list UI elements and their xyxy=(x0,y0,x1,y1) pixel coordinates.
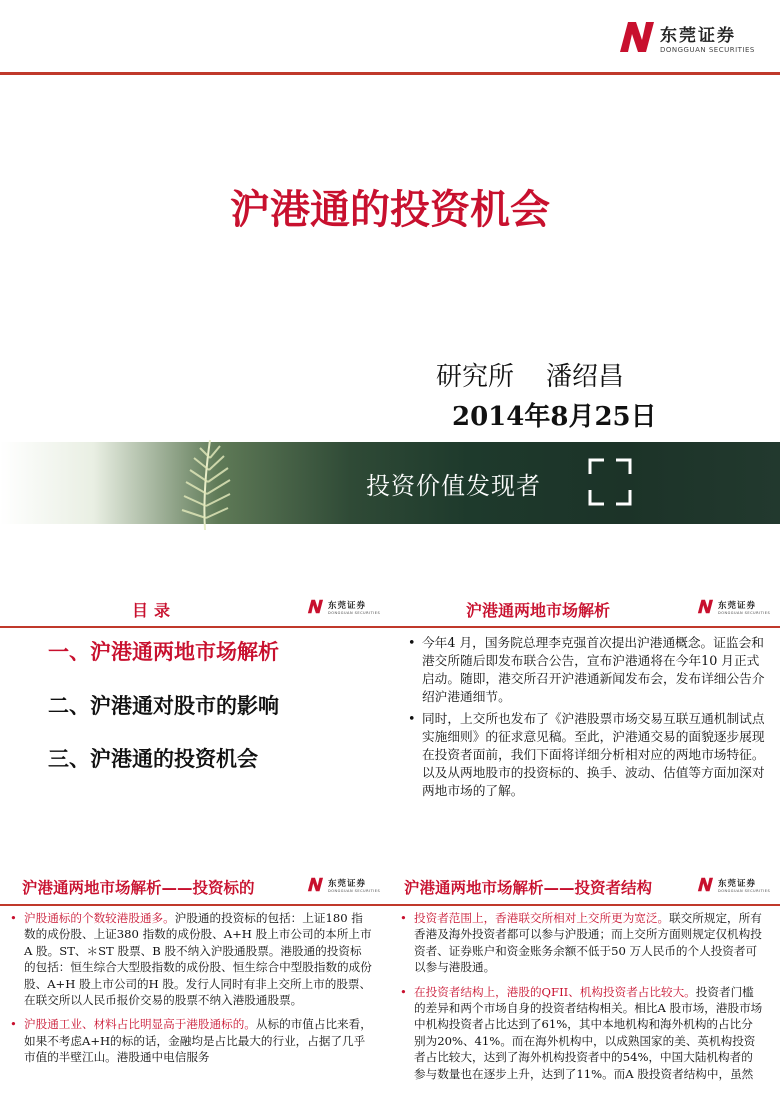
logo-cn: 东莞证券 xyxy=(718,600,757,611)
dongguan-logo-icon xyxy=(696,876,714,893)
targets-bullet-1-text: 沪股通的投资标的包括：上证180 指数的成份股、上证380 指数的成份股、A+H 股上市公司的本所上市A 股。ST、＊ST 股票、B 股不纳入沪股通股票。港股通的投资标的包括：恒生综合大型股指数的成份股、恒生综合中型股指数的成份股、A+H 股上市公司的H 股。发行人同时有非上交所上市的股票、在联交所以人民币报价交易的股票不纳入港股通股票。 xyxy=(24,911,372,1008)
header-divider xyxy=(0,626,390,628)
targets-bullet-1 xyxy=(2,910,372,1008)
author-name: 潘绍昌 xyxy=(546,362,625,392)
dongguan-logo-icon xyxy=(306,876,324,893)
author-line xyxy=(436,356,624,393)
frame-bracket-icon xyxy=(586,456,634,508)
logo-en: DONGGUAN SECURITIES xyxy=(718,610,771,615)
targets-bullet-2-highlight: 沪股通工业、材料占比明显高于港股通标的。 xyxy=(24,1017,256,1032)
targets-title: 沪港通两地市场解析——投资标的 xyxy=(22,879,255,897)
investors-bullet-1 xyxy=(392,910,764,976)
logo-en: DONGGUAN SECURITIES xyxy=(328,888,381,893)
logo-en: DONGGUAN SECURITIES xyxy=(328,610,381,615)
logo-cn: 东莞证券 xyxy=(718,878,757,889)
logo-cn: 东莞证券 xyxy=(328,878,367,889)
report-date: 2014年8月25日 xyxy=(452,402,657,432)
targets-slide xyxy=(0,870,390,1102)
dongguan-logo-icon xyxy=(306,598,324,615)
logo-cn: 东莞证券 xyxy=(660,25,736,46)
slogan-banner xyxy=(0,442,780,524)
slogan-text: 投资价值发现者 xyxy=(366,472,541,500)
dongguan-logo-icon xyxy=(696,598,714,615)
toc-slide xyxy=(0,592,390,851)
header-divider xyxy=(0,904,390,906)
investors-bullet-2 xyxy=(392,984,764,1082)
header-divider xyxy=(390,904,780,906)
logo-cn: 东莞证券 xyxy=(328,600,367,611)
intro-bullet-1: • 今年4 月，国务院总理李克强首次提出沪港通概念。证监会和港交所随后即发布联合公告，宣布沪港通将在今年10 月正式启动。随即，港交所召开沪港通新闻发布会，发布详细公告介绍沪港通细节。 xyxy=(400,634,770,706)
intro-title: 沪港通两地市场解析 xyxy=(466,601,611,620)
toc-item-2[interactable]: 二、沪港通对股市的影响 xyxy=(48,694,279,718)
toc-item-3[interactable]: 三、沪港通的投资机会 xyxy=(48,747,258,771)
intro-slide xyxy=(390,592,780,851)
targets-bullet-2-text: 从标的市值占比来看，如果不考虑A+H的标的话，金融均是占比最大的行业，占据了几乎市值的半壁江山。港股通中电信服务 xyxy=(24,1017,372,1065)
cover-title: 沪港通的投资机会 xyxy=(230,187,550,233)
intro-bullet-2: • 同时，上交所也发布了《沪港股票市场交易互联互通机制试点实施细则》的征求意见稿。至此，沪港通交易的面貌逐步展现在投资者面前，我们下面将详细分析相对应的两地市场特征。以及从两地股市的投资标的、换手、波动、估值等方面加深对两地市场的了解。 xyxy=(400,710,770,800)
investors-bullet-1-text: 联交所规定，所有香港及海外投资者都可以参与沪股通；而上交所方面则规定仅机构投资者、证券账户和资金账务余额不低于50 万人民币的个人投资者可以参与港股通。 xyxy=(414,911,762,975)
company-logo xyxy=(306,876,380,893)
investors-bullet-2-highlight: 在投资者结构上，港股的QFII、机构投资者占比较大。 xyxy=(414,984,696,999)
logo-en: DONGGUAN SECURITIES xyxy=(660,45,755,54)
department: 研究所 xyxy=(436,362,515,392)
company-logo xyxy=(696,598,770,615)
investors-bullet-2-text: 投资者门槛的差异和两个市场自身的投资者结构相关。相比A 股市场，港股市场中机构投资者占比达到了61%，其中本地机构和海外机构的占比分别为20%、41%。而在海外机构中，以成熟国家的美、英机构投资者占比较大，达到了海外机构投资者中的54%，中国大陆机构者的参与数量也在逐步上升，达到了11%。而A 股投资者结构中，虽然 xyxy=(414,984,763,1081)
company-logo xyxy=(616,18,755,56)
targets-bullet-1-highlight: 沪股通标的个数较港股通多。 xyxy=(24,911,175,925)
toc-title: 目录 xyxy=(132,601,177,620)
header-divider xyxy=(390,626,780,628)
targets-bullet-2 xyxy=(2,1016,372,1065)
company-logo xyxy=(306,598,380,615)
header-divider xyxy=(0,72,780,75)
investors-title: 沪港通两地市场解析——投资者结构 xyxy=(404,879,653,897)
fern-icon xyxy=(170,438,240,530)
company-logo xyxy=(696,876,770,893)
dongguan-logo-icon xyxy=(616,18,656,56)
logo-en: DONGGUAN SECURITIES xyxy=(718,888,771,893)
toc-item-1[interactable]: 一、沪港通两地市场解析 xyxy=(48,640,279,664)
investors-slide xyxy=(390,870,780,1102)
investors-bullet-1-highlight: 投资者范围上，香港联交所相对上交所更为宽泛。 xyxy=(414,911,670,925)
